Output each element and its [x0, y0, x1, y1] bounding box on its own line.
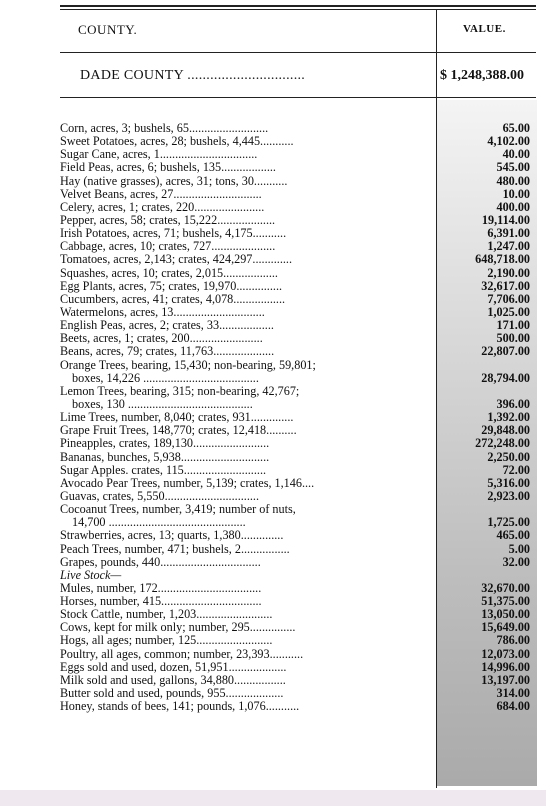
table-row	[60, 464, 536, 477]
table-row	[60, 293, 536, 306]
row-label: Field Peas, acres, 6; bushels, 135..................	[60, 161, 276, 175]
dade-rule	[60, 97, 536, 98]
row-value: 65.00	[502, 121, 530, 135]
row-value: 6,391.00	[487, 226, 530, 241]
row-value: 1,725.00	[487, 515, 530, 530]
row-value: 684.00	[496, 699, 530, 714]
row-label: boxes, 130 .........................................	[72, 397, 253, 411]
row-label: Pineapples, crates, 189,130.........................	[60, 437, 270, 451]
table-row	[60, 451, 536, 464]
row-label: Peach Trees, number, 471; bushels, 2................	[60, 542, 290, 556]
row-value: 2,923.00	[487, 488, 530, 503]
footer-band	[0, 790, 546, 806]
row-label: Honey, stands of bees, 141; pounds, 1,076...........	[60, 700, 300, 714]
row-value: 2,250.00	[487, 449, 530, 464]
crop-table	[60, 122, 536, 713]
table-row	[60, 648, 536, 661]
row-label: Lime Trees, number, 8,040; crates, 931..............	[60, 411, 294, 425]
row-value: 480.00	[496, 173, 530, 188]
table-row	[60, 437, 536, 450]
row-value: 465.00	[496, 528, 530, 543]
table-row	[60, 161, 536, 174]
row-label: Grapes, pounds, 440.................................	[60, 555, 261, 569]
row-label: Egg Plants, acres, 75; crates, 19,970...............	[60, 279, 283, 293]
row-value: 15,649.00	[481, 620, 530, 635]
table-row	[60, 345, 536, 358]
row-label: Butter sold and used, pounds, 955...................	[60, 687, 284, 701]
table-row	[60, 411, 536, 424]
table-row	[60, 122, 536, 135]
table-row	[60, 332, 536, 345]
row-label: Live Stock—	[60, 568, 122, 582]
county-name: DADE COUNTY ...............................	[80, 68, 306, 83]
row-label: Squashes, acres, 10; crates, 2,015..................	[60, 266, 278, 280]
row-label: Sweet Potatoes, acres, 28; bushels, 4,445...........	[60, 135, 294, 149]
table-row	[60, 398, 536, 411]
table-row	[60, 175, 536, 188]
row-value: 29,848.00	[481, 423, 530, 438]
row-value: 40.00	[502, 147, 530, 162]
row-value: 72.00	[502, 462, 530, 477]
row-label: Tomatoes, acres, 2,143; crates, 424,297.............	[60, 253, 293, 267]
row-value: 32,670.00	[481, 580, 530, 595]
row-label: Strawberries, acres, 13; quarts, 1,380..............	[60, 529, 284, 543]
row-label: Avocado Pear Trees, number, 5,139; crates, 1,146....	[60, 476, 315, 490]
table-row	[60, 319, 536, 332]
row-label: Beets, acres, 1; crates, 200........................	[60, 332, 263, 346]
row-value: 396.00	[496, 396, 530, 411]
table-row	[60, 503, 536, 516]
table-row	[60, 385, 536, 398]
row-value: 1,025.00	[487, 304, 530, 319]
value-column-header: VALUE.	[463, 23, 506, 35]
row-value: 648,718.00	[475, 252, 530, 267]
row-label: Celery, acres, 1; crates, 220.......................	[60, 200, 265, 214]
row-label: Cocoanut Trees, number, 3,419; number of nuts,	[60, 503, 296, 517]
table-row	[60, 280, 536, 293]
table-row	[60, 253, 536, 266]
row-value: 14,996.00	[481, 659, 530, 674]
header-rule	[60, 52, 536, 53]
row-value: 19,114.00	[481, 212, 530, 227]
row-label: Orange Trees, bearing, 15,430; non-bearing, 59,801;	[60, 358, 316, 372]
row-value: 4,102.00	[487, 134, 530, 149]
row-value: 13,050.00	[481, 607, 530, 622]
row-label: Horses, number, 415.................................	[60, 595, 262, 609]
row-label: Cows, kept for milk only; number, 295...............	[60, 621, 296, 635]
row-label: Lemon Trees, bearing, 315; non-bearing, 42,767;	[60, 384, 300, 398]
row-value: 500.00	[496, 331, 530, 346]
table-row	[60, 569, 536, 582]
row-value: 1,247.00	[487, 239, 530, 254]
row-label: Milk sold and used, gallons, 34,880.................	[60, 673, 286, 687]
row-value: 171.00	[496, 318, 530, 333]
table-row	[60, 582, 536, 595]
table-row	[60, 621, 536, 634]
table-row	[60, 516, 536, 529]
table-row	[60, 372, 536, 385]
row-label: Eggs sold and used, dozen, 51,951...................	[60, 660, 287, 674]
row-value: 5,316.00	[487, 475, 530, 490]
table-row	[60, 529, 536, 542]
row-label: Mules, number, 172..................................	[60, 581, 262, 595]
top-rule-thin	[60, 9, 536, 10]
top-rule	[60, 5, 536, 7]
row-label: Poultry, all ages, common; number, 23,393...........	[60, 647, 304, 661]
table-row	[60, 424, 536, 437]
row-value: 545.00	[496, 160, 530, 175]
row-value: 51,375.00	[481, 594, 530, 609]
row-value: 13,197.00	[481, 672, 530, 687]
row-label: Cabbage, acres, 10; crates, 727.....................	[60, 240, 276, 254]
row-value: 22,807.00	[481, 344, 530, 359]
table-row	[60, 556, 536, 569]
table-row	[60, 700, 536, 713]
row-label: Velvet Beans, acres, 27.............................	[60, 187, 262, 201]
row-label: Corn, acres, 3; bushels, 65..........................	[60, 122, 269, 135]
row-label: Grape Fruit Trees, 148,770; crates, 12,418..........	[60, 424, 297, 438]
row-value: 786.00	[496, 633, 530, 648]
table-row	[60, 543, 536, 556]
row-value: 10.00	[502, 186, 530, 201]
row-value: 2,190.00	[487, 265, 530, 280]
row-label: Hay (native grasses), acres, 31; tons, 30...........	[60, 174, 288, 188]
row-label: Watermelons, acres, 13..............................	[60, 305, 265, 319]
county-total-value: $ 1,248,388.00	[440, 68, 524, 83]
row-value: 7,706.00	[487, 291, 530, 306]
table-row	[60, 306, 536, 319]
row-value: 1,392.00	[487, 410, 530, 425]
row-value: 314.00	[496, 686, 530, 701]
table-row	[60, 490, 536, 503]
row-label: Pepper, acres, 58; crates, 15,222...................	[60, 213, 276, 227]
table-row	[60, 687, 536, 700]
row-value: 32,617.00	[481, 278, 530, 293]
row-label: Guavas, crates, 5,550...............................	[60, 489, 260, 503]
row-value: 272,248.00	[475, 436, 530, 451]
row-label: Bananas, bunches, 5,938.............................	[60, 450, 270, 464]
row-value: 32.00	[502, 554, 530, 569]
table-row	[60, 240, 536, 253]
table-row	[60, 135, 536, 148]
table-row	[60, 227, 536, 240]
table-row	[60, 201, 536, 214]
table-row	[60, 661, 536, 674]
table-row	[60, 188, 536, 201]
row-label: English Peas, acres, 2; crates, 33..................	[60, 319, 274, 333]
table-row	[60, 267, 536, 280]
row-label: Sugar Cane, acres, 1................................	[60, 148, 258, 162]
row-label: Sugar Apples. crates, 115...........................	[60, 463, 267, 477]
row-value: 12,073.00	[481, 646, 530, 661]
county-column-header: COUNTY.	[78, 22, 138, 37]
row-label: Stock Cattle, number, 1,203.........................	[60, 608, 273, 622]
table-row	[60, 214, 536, 227]
table-row	[60, 595, 536, 608]
row-value: 400.00	[496, 199, 530, 214]
table-row	[60, 477, 536, 490]
row-value: 5.00	[508, 541, 530, 556]
table-row	[60, 359, 536, 372]
row-value: 28,794.00	[481, 370, 530, 385]
row-label: 14,700 .............................................	[72, 516, 246, 530]
row-label: Cucumbers, acres, 41; crates, 4,078.................	[60, 292, 286, 306]
table-row	[60, 608, 536, 621]
table-row	[60, 634, 536, 647]
row-label: Beans, acres, 79; crates, 11,763....................	[60, 345, 275, 359]
table-row	[60, 148, 536, 161]
table-row	[60, 674, 536, 687]
row-label: Irish Potatoes, acres, 71; bushels, 4,175...........	[60, 227, 287, 241]
row-label: Hogs, all ages; number, 125.........................	[60, 634, 273, 648]
row-label: boxes, 14,226 ......................................	[72, 371, 259, 385]
